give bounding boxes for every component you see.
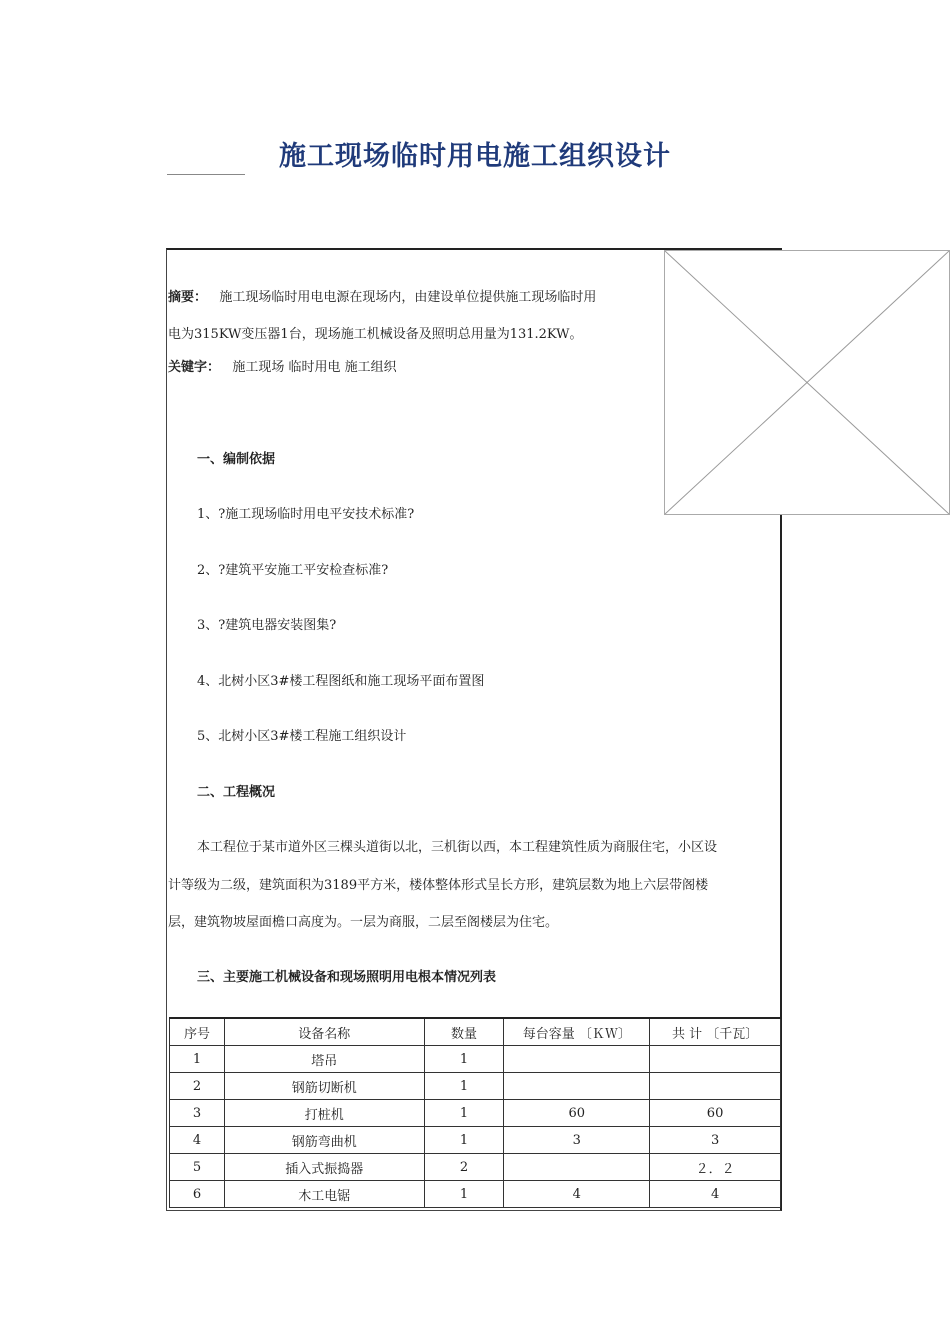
cell-index: 3 [170,1100,225,1127]
cell-qty: 1 [424,1100,504,1127]
abstract-text-1: 施工现场临时用电电源在现场内，由建设单位提供施工现场临时用 [219,290,597,305]
cell-qty: 2 [424,1154,504,1181]
basis-item-2: 2、?建筑平安施工平安检查标准? [197,563,389,578]
cell-total: ２．２ [650,1154,781,1181]
keywords-line [168,360,397,376]
cell-name: 打桩机 [224,1100,424,1127]
cell-index: 5 [170,1154,225,1181]
cell-index: 1 [170,1046,225,1073]
cell-qty: 1 [424,1181,504,1208]
cell-total [650,1046,781,1073]
cell-name: 木工电锯 [224,1181,424,1208]
abstract-line-1 [168,290,596,306]
table-row [170,1127,781,1154]
table-row [170,1046,781,1073]
abstract-label: 摘要： [168,290,208,305]
table-row [170,1181,781,1208]
basis-item-5: 5、北树小区3#楼工程施工组织设计 [197,729,407,744]
keywords-label: 关键字： [168,360,221,375]
cell-capacity [504,1073,650,1100]
cell-capacity: 4 [504,1181,650,1208]
section2-heading: 二、工程概况 [197,785,276,800]
col-header-qty: 数量 [424,1018,504,1046]
section1-heading: 一、编制依据 [197,452,276,467]
cell-qty: 1 [424,1127,504,1154]
basis-item-1: 1、?施工现场临时用电平安技术标准? [197,507,415,522]
cell-capacity: 3 [504,1127,650,1154]
overview-line-1: 本工程位于某市道外区三棵头道街以北，三机街以西，本工程建筑性质为商服住宅，小区设 [197,840,718,855]
equipment-table [169,1017,781,1208]
cell-qty: 1 [424,1073,504,1100]
overview-line-3: 层，建筑物坡屋面檐口高度为。一层为商服，二层至阁楼层为住宅。 [168,915,559,930]
cell-index: 4 [170,1127,225,1154]
basis-item-4: 4、北树小区3#楼工程图纸和施工现场平面布置图 [197,674,485,689]
cell-total: 4 [650,1181,781,1208]
section3-heading: 三、主要施工机械设备和现场照明用电根本情况列表 [197,970,497,985]
cell-name: 塔吊 [224,1046,424,1073]
table-row [170,1073,781,1100]
cell-total: 60 [650,1100,781,1127]
col-header-capacity: 每台容量 〔ＫＷ〕 [504,1018,650,1046]
cell-total: 3 [650,1127,781,1154]
document-title: 施工现场临时用电施工组织设计 [279,141,671,172]
cell-name: 钢筋切断机 [224,1073,424,1100]
table-row [170,1154,781,1181]
table-header-row [170,1018,781,1046]
col-header-name: 设备名称 [224,1018,424,1046]
abstract-line-2: 电为315KW变压器1台，现场施工机械设备及照明总用量为131.2KW。 [168,327,583,342]
basis-item-3: 3、?建筑电器安装图集? [197,618,337,633]
table-row [170,1100,781,1127]
cell-index: 2 [170,1073,225,1100]
cell-name: 插入式振捣器 [224,1154,424,1181]
cell-capacity [504,1046,650,1073]
overview-line-2: 计等级为二级，建筑面积为3189平方米，楼体整体形式呈长方形，建筑层数为地上六层带阁楼 [168,878,709,893]
col-header-index: 序号 [170,1018,225,1046]
title-underline [167,174,245,175]
cell-capacity [504,1154,650,1181]
cell-index: 6 [170,1181,225,1208]
cell-total [650,1073,781,1100]
cell-name: 钢筋弯曲机 [224,1127,424,1154]
keywords-text: 施工现场 临时用电 施工组织 [232,360,397,375]
image-placeholder [664,250,950,515]
col-header-total: 共 计 〔千瓦〕 [650,1018,781,1046]
cell-qty: 1 [424,1046,504,1073]
cell-capacity: 60 [504,1100,650,1127]
